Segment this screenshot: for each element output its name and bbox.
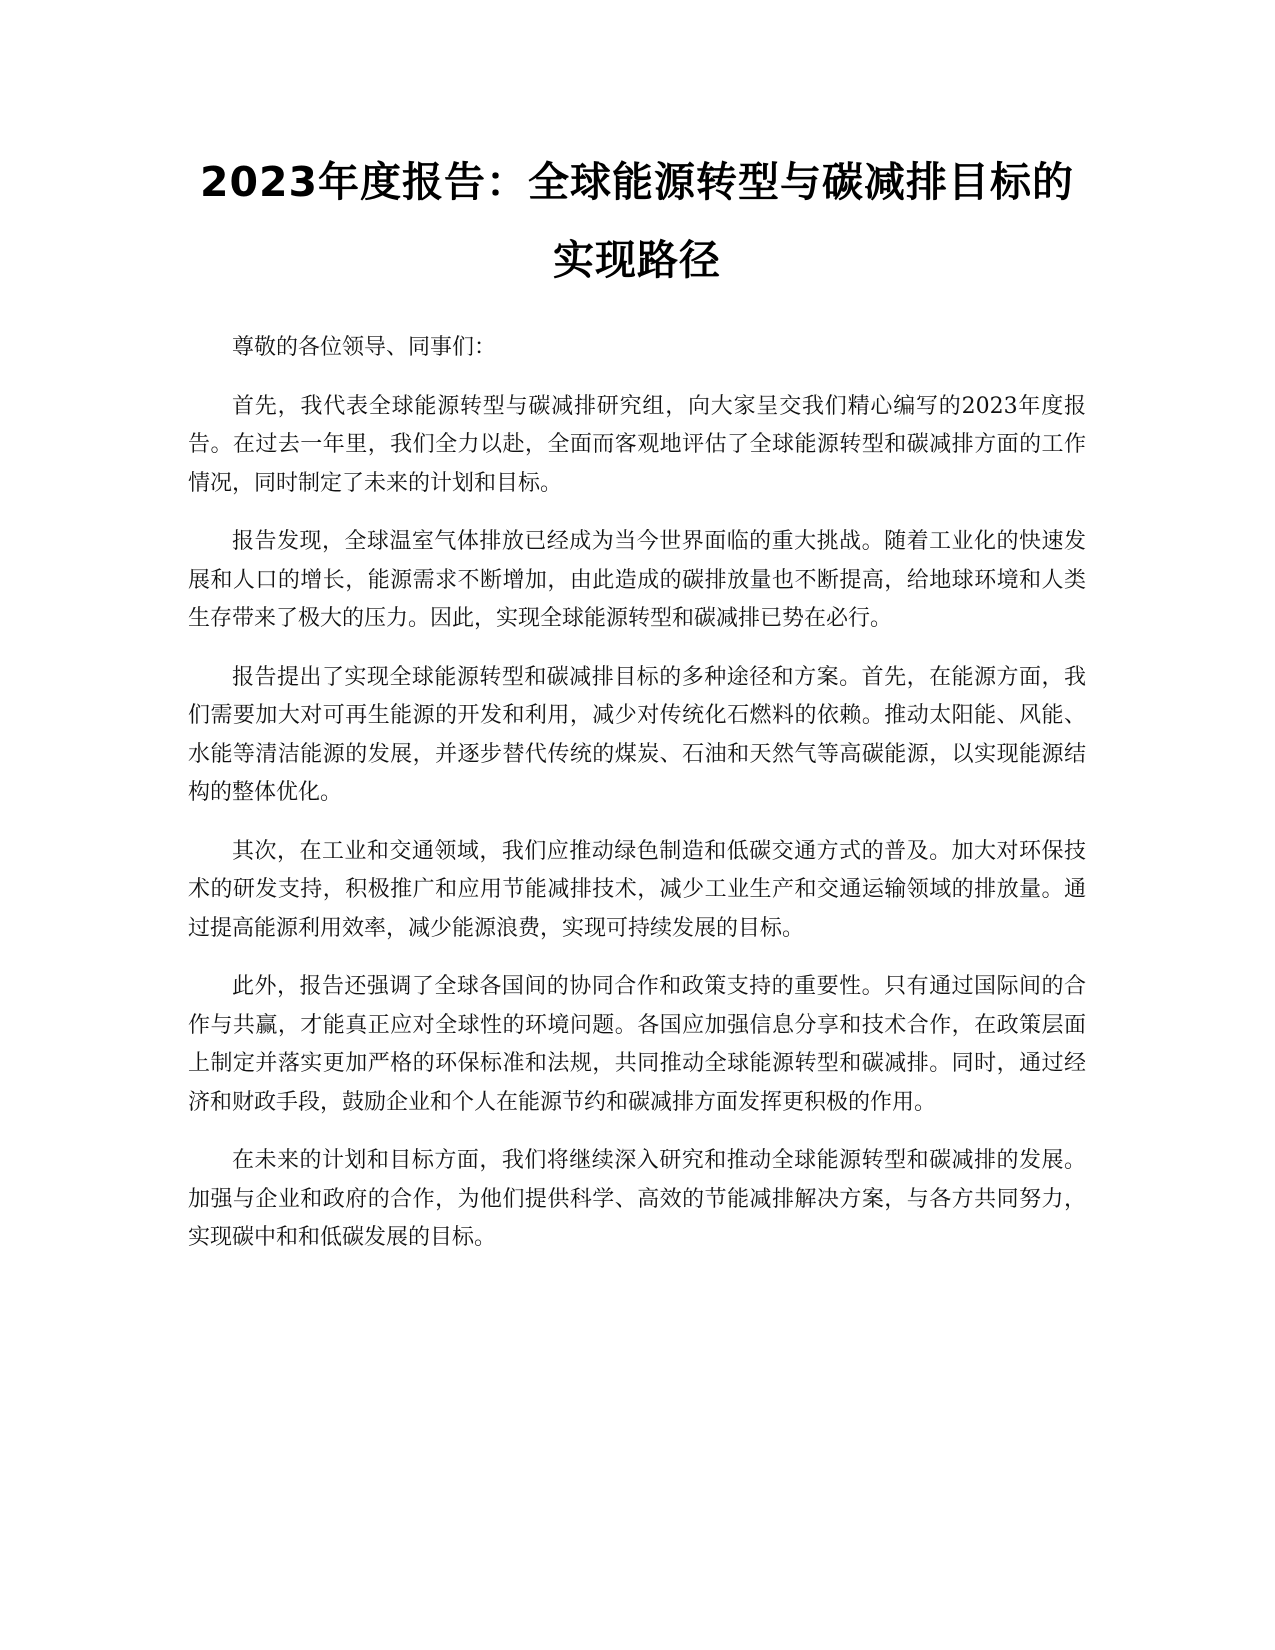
salutation-paragraph: 尊敬的各位领导、同事们： [232, 335, 497, 360]
findings-paragraph: 报告发现，全球温室气体排放已经成为当今世界面临的重大挑战。随着工业化的快速发展和人口的增长，能源需求不断增加，由此造成的碳排放量也不断提高，给地球环境和人类生存带来了极大的压力。因此，实现全球能源转型和碳减排已势在必行。 [188, 529, 1086, 631]
cooperation-paragraph: 此外，报告还强调了全球各国间的协同合作和政策支持的重要性。只有通过国际间的合作与共赢，才能真正应对全球性的环境问题。各国应加强信息分享和技术合作，在政策层面上制定并落实更加严格的环保标准和法规，共同推动全球能源转型和碳减排。同时，通过经济和财政手段，鼓励企业和个人在能源节约和碳减排方面发挥更积极的作用。 [188, 974, 1086, 1115]
future-plans-paragraph: 在未来的计划和目标方面，我们将继续深入研究和推动全球能源转型和碳减排的发展。加强与企业和政府的合作，为他们提供科学、高效的节能减排解决方案，与各方共同努力，实现碳中和和低碳发展的目标。 [188, 1148, 1086, 1250]
industry-transport-paragraph: 其次，在工业和交通领域，我们应推动绿色制造和低碳交通方式的普及。加大对环保技术的研发支持，积极推广和应用节能减排技术，减少工业生产和交通运输领域的排放量。通过提高能源利用效率，减少能源浪费，实现可持续发展的目标。 [188, 838, 1086, 941]
document-title: 2023年度报告：全球能源转型与碳减排目标的实现路径 [199, 158, 1075, 284]
energy-paths-paragraph: 报告提出了实现全球能源转型和碳减排目标的多种途径和方案。首先，在能源方面，我们需要加大对可再生能源的开发和利用，减少对传统化石燃料的依赖。推动太阳能、风能、水能等清洁能源的发展，并逐步替代传统的煤炭、石油和天然气等高碳能源，以实现能源结构的整体优化。 [188, 664, 1086, 805]
intro-paragraph: 首先，我代表全球能源转型与碳减排研究组，向大家呈交我们精心编写的2023年度报告。在过去一年里，我们全力以赴，全面而客观地评估了全球能源转型和碳减排方面的工作情况，同时制定了未来的计划和目标。 [188, 393, 1086, 496]
document-body [188, 143, 1086, 1278]
